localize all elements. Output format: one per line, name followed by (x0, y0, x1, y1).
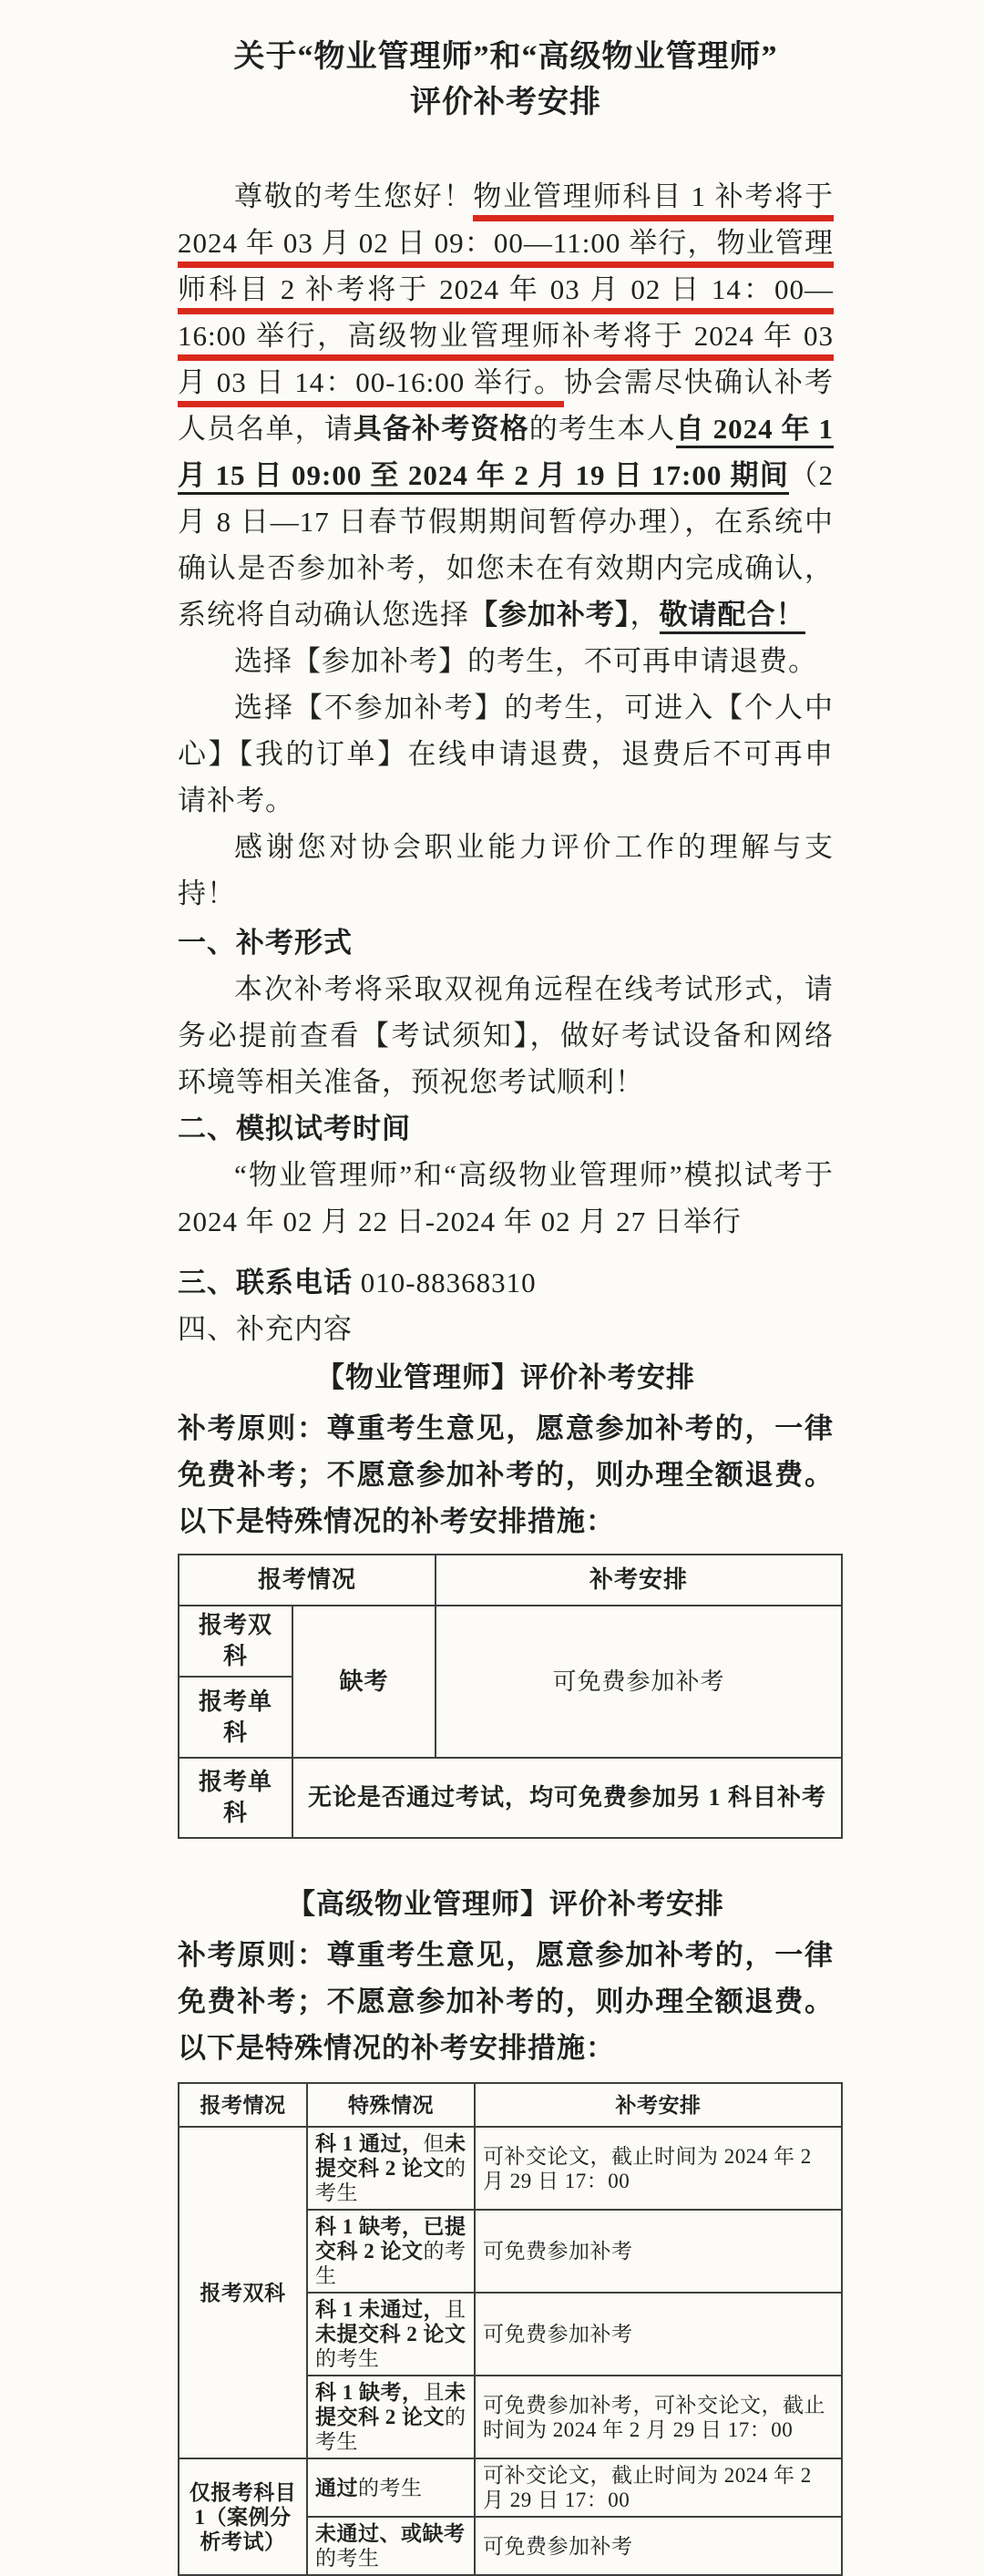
property-cell-double: 报考双科 (179, 1606, 292, 1677)
table-row (179, 2127, 842, 2210)
senior-group-double: 报考双科 (179, 2127, 307, 2458)
table-row (179, 1758, 842, 1838)
document-title-line2: 评价补考安排 (410, 86, 601, 119)
property-header-arrangement: 补考安排 (436, 1555, 842, 1606)
property-cell-single-b: 报考单科 (179, 1758, 292, 1838)
section1-body: 本次补考将采取双视角远程在线考试形式，请务必提前查看【考试须知】，做好考试设备和网络环境等相关准备，预祝您考试顺利！ (178, 973, 834, 1098)
property-table-header-row (179, 1555, 842, 1606)
paragraph-thanks: 感谢您对协会职业能力评价工作的理解与支持！ (178, 831, 834, 909)
section4-heading: 四、补充内容 (178, 1313, 353, 1345)
senior-arrangement-3: 可免费参加补考，可补交论文，截止时间为 2024 年 2 月 29 日 17：00 (475, 2376, 842, 2458)
senior-special-2: 科 1 未通过，且未提交科 2 论文的考生 (307, 2293, 475, 2376)
table-row (179, 1606, 842, 1677)
senior-group-single: 仅报考科目 1（案例分析考试） (179, 2458, 307, 2575)
senior-table (178, 2082, 843, 2576)
paragraph-refund: 选择【不参加补考】的考生，可进入【个人中心】【我的订单】在线申请退费，退费后不可再申请补考。 (178, 692, 834, 816)
senior-table-header-row (179, 2083, 842, 2127)
section2-heading: 二、模拟试考时间 (178, 1113, 411, 1144)
document-title-line1: 关于“物业管理师”和“高级物业管理师” (233, 40, 778, 74)
senior-special-1: 科 1 缺考，已提交科 2 论文的考生 (307, 2210, 475, 2293)
senior-special-3: 科 1 缺考，且未提交科 2 论文的考生 (307, 2376, 475, 2458)
senior-header-case: 报考情况 (179, 2083, 307, 2127)
senior-arrangement-1: 可免费参加补考 (475, 2210, 842, 2293)
property-cell-absent: 缺考 (292, 1606, 436, 1758)
property-cell-any-result: 无论是否通过考试，均可免费参加另 1 科目补考 (292, 1758, 842, 1838)
senior-arrangement-4: 可补交论文，截止时间为 2024 年 2 月 29 日 17：00 (475, 2458, 842, 2517)
senior-arrangement-0: 可补交论文，截止时间为 2024 年 2 月 29 日 17：00 (475, 2127, 842, 2210)
section3-heading: 三、联系电话 010-88368310 (178, 1267, 537, 1298)
intro-paragraph: 尊敬的考生您好！物业管理师科目 1 补考将于 2024 年 03 月 02 日 09：00—11:00 举行，物业管理师科目 2 补考将于 2024 年 03 月 02 日 14：00—16:00 举行，高级物业管理师补考将于 2024 年 03 月 03 日 14：00-16:00 举行。协会需尽快确认补考人员名单，请具备补考资格的考生本人自 2024 年 1 月 15 日 09:00 至 2024 年 2 月 19 日 17:00 期间（2 月 8 日—17 日春节假期期间暂停办理），在系统中确认是否参加补考，如您未在有效期内完成确认，系统将自动确认您选择【参加补考】，敬请配合！ (178, 173, 834, 638)
property-header-case: 报考情况 (179, 1555, 436, 1606)
document-title (178, 35, 834, 126)
section1-heading: 一、补考形式 (178, 927, 353, 959)
table-row (179, 2458, 842, 2517)
senior-arrangement-2: 可免费参加补考 (475, 2293, 842, 2376)
senior-special-0: 科 1 通过，但未提交科 2 论文的考生 (307, 2127, 475, 2210)
senior-principle: 补考原则：尊重考生意见，愿意参加补考的，一律免费补考；不愿意参加补考的，则办理全额退费。以下是特殊情况的补考安排措施： (178, 1939, 834, 2064)
senior-header-special: 特殊情况 (307, 2083, 475, 2127)
senior-special-5: 未通过、或缺考的考生 (307, 2517, 475, 2575)
paragraph-confirm: 选择【参加补考】的考生，不可再申请退费。 (234, 645, 817, 677)
senior-special-4: 通过的考生 (307, 2458, 475, 2517)
section2-body: “物业管理师”和“高级物业管理师”模拟试考于 2024 年 02 月 22 日-2024 年 02 月 27 日举行 (178, 1159, 834, 1237)
property-cell-single-a: 报考单科 (179, 1677, 292, 1758)
property-table (178, 1554, 843, 1839)
senior-header-arrangement: 补考安排 (475, 2083, 842, 2127)
property-principle: 补考原则：尊重考生意见，愿意参加补考的，一律免费补考；不愿意参加补考的，则办理全额退费。以下是特殊情况的补考安排措施： (178, 1412, 834, 1537)
senior-section-title: 【高级物业管理师】评价补考安排 (287, 1888, 724, 1920)
property-cell-free: 可免费参加补考 (436, 1606, 842, 1758)
property-section-title: 【物业管理师】评价补考安排 (316, 1361, 695, 1393)
senior-arrangement-5: 可免费参加补考 (475, 2517, 842, 2575)
